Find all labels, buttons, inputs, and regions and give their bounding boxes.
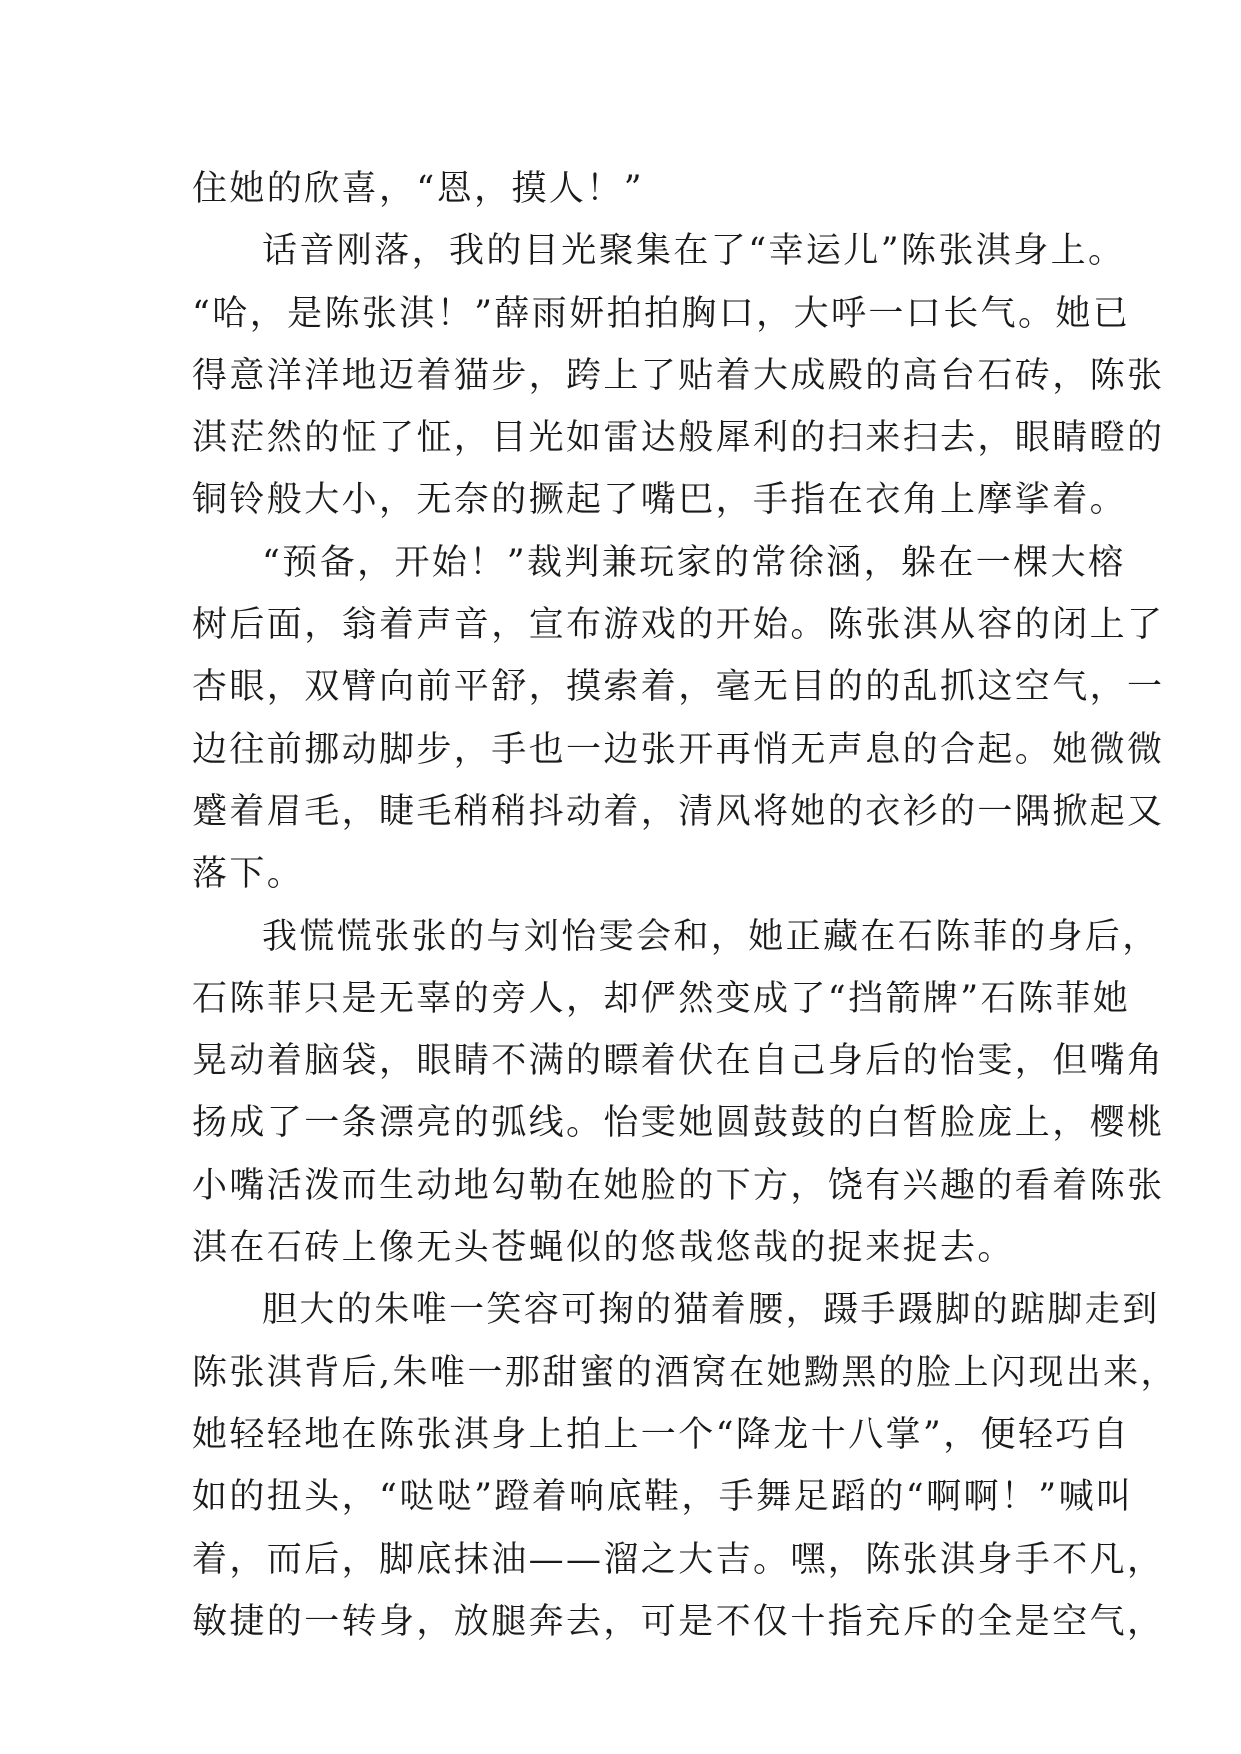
- text-line: 如的扭头，“哒哒”蹬着响底鞋，手舞足蹈的“啊啊！”喊叫: [192, 1477, 1134, 1518]
- text-line: 我慌慌张张的与刘怡雯会和，她正藏在石陈菲的身后，: [262, 916, 1160, 957]
- text-line: 敏捷的一转身，放腿奔去，可是不仅十指充斥的全是空气，: [192, 1601, 1165, 1642]
- text-line: 胆大的朱唯一笑容可掬的猫着腰，蹑手蹑脚的踮脚走到: [262, 1290, 1160, 1331]
- text-line: 小嘴活泼而生动地勾勒在她脸的下方，饶有兴趣的看着陈张: [192, 1165, 1165, 1206]
- text-line: 淇茫然的怔了怔，目光如雷达般犀利的扫来扫去，眼睛瞪的: [192, 418, 1165, 459]
- text-line: 话音刚落，我的目光聚集在了“幸运儿”陈张淇身上。: [262, 231, 1126, 272]
- text-line: 陈张淇背后,朱唯一那甜蜜的酒窝在她黝黑的脸上闪现出来，: [192, 1352, 1178, 1393]
- text-line: 扬成了一条漂亮的弧线。怡雯她圆鼓鼓的白皙脸庞上，樱桃: [192, 1103, 1165, 1144]
- text-line: 着，而后，脚底抹油——溜之大吉。嘿，陈张淇身手不凡，: [192, 1539, 1165, 1580]
- text-line: “预备，开始！”裁判兼玩家的常徐涵，躲在一棵大榕: [262, 542, 1126, 583]
- text-line: 淇在石砖上像无头苍蝇似的悠哉悠哉的捉来捉去。: [192, 1228, 1015, 1269]
- text-line: 住她的欣喜，“恩，摸人！”: [192, 169, 644, 209]
- text-line: 晃动着脑袋，眼睛不满的瞟着伏在自己身后的怡雯，但嘴角: [192, 1041, 1165, 1082]
- document-body: [192, 158, 1178, 1653]
- text-line: 杏眼，双臂向前平舒，摸索着，毫无目的的乱抓这空气，一: [192, 667, 1165, 708]
- text-line: 落下。: [192, 854, 305, 895]
- text-line: 得意洋洋地迈着猫步，跨上了贴着大成殿的高台石砖，陈张: [192, 355, 1165, 396]
- text-line: 铜铃般大小，无奈的撅起了嘴巴，手指在衣角上摩挲着。: [192, 480, 1128, 521]
- text-line: 边往前挪动脚步，手也一边张开再悄无声息的合起。她微微: [192, 729, 1165, 770]
- text-line: “哈，是陈张淇！”薛雨妍拍拍胸口，大呼一口长气。她已: [192, 293, 1131, 334]
- text-line: 树后面，翁着声音，宣布游戏的开始。陈张淇从容的闭上了: [192, 605, 1165, 646]
- text-line: 石陈菲只是无辜的旁人，却俨然变成了“挡箭牌”石陈菲她: [192, 978, 1131, 1019]
- text-line: 蹙着眉毛，睫毛稍稍抖动着，清风将她的衣衫的一隅掀起又: [192, 791, 1165, 832]
- text-line: 她轻轻地在陈张淇身上拍上一个“降龙十八掌”，便轻巧自: [192, 1414, 1131, 1455]
